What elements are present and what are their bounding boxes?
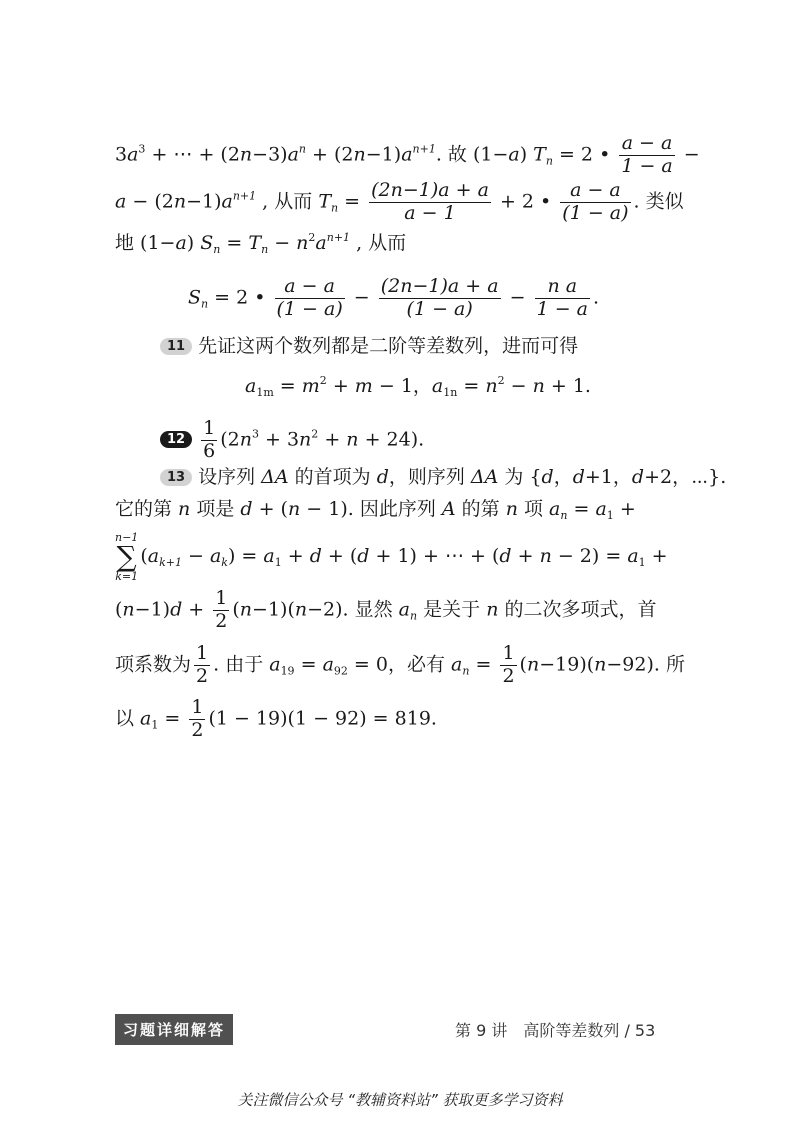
fraction: [369, 180, 491, 225]
var: a: [115, 190, 127, 213]
problem-13-line-1: [160, 468, 726, 487]
var: S: [188, 286, 202, 309]
sub: 1: [274, 556, 282, 569]
var: n: [539, 545, 552, 567]
sub: 1n: [443, 386, 458, 399]
denominator: 1 − a: [621, 154, 673, 177]
text: −19)(: [539, 653, 595, 676]
text: . 类似: [633, 190, 684, 213]
problem-13-line-5: [115, 643, 685, 688]
var: T: [248, 232, 262, 254]
text: −: [503, 286, 532, 309]
denominator: 2: [215, 609, 228, 632]
var: ΔA: [261, 466, 289, 488]
text: + (: [321, 545, 358, 567]
summation: [115, 532, 138, 582]
var: ΔA: [470, 466, 499, 488]
sup: 3: [251, 427, 259, 441]
text: 的第: [455, 498, 506, 520]
var: a: [127, 143, 139, 166]
var: a: [175, 232, 187, 254]
var: a: [398, 598, 410, 621]
text: −3): [252, 143, 288, 166]
fraction: [379, 276, 501, 321]
sup: 2: [497, 374, 505, 387]
denominator: 1 − a: [536, 297, 588, 320]
var: a: [322, 653, 334, 676]
text: ，: [553, 466, 573, 488]
problem-11-formula: [245, 375, 591, 398]
var: a: [263, 545, 275, 567]
var: d: [541, 466, 554, 488]
var: n: [532, 375, 545, 397]
var: d: [357, 545, 370, 567]
sub: n: [261, 243, 269, 256]
sub: n: [213, 243, 221, 256]
var: n: [505, 498, 518, 520]
numerator: 1: [203, 417, 216, 439]
var: n: [239, 143, 253, 166]
fraction: [194, 643, 210, 688]
sup: n+1: [326, 231, 351, 244]
text: 它的第: [115, 498, 179, 520]
problem-13-line-6: [115, 697, 437, 742]
numerator: (2n−1)a + a: [380, 275, 499, 297]
numerator: 1: [196, 642, 209, 664]
var: a: [508, 143, 520, 166]
solution-line-4: [188, 276, 599, 321]
var: a: [287, 143, 299, 166]
text: 项系数为: [115, 653, 192, 676]
text: +1，: [584, 466, 632, 488]
var: T: [318, 190, 331, 213]
var: a: [209, 545, 222, 567]
var: S: [200, 232, 214, 254]
text: 3: [115, 143, 128, 166]
text: ): [186, 232, 201, 254]
sup: n: [298, 142, 307, 156]
text: 项是: [190, 498, 241, 520]
var: d: [499, 545, 512, 567]
text: +: [182, 598, 211, 621]
text: + 1.: [544, 375, 591, 397]
var: d: [240, 498, 253, 520]
var: a: [549, 498, 561, 520]
var: d: [170, 598, 183, 621]
sup: 2: [319, 374, 327, 387]
numerator: 1: [215, 587, 228, 609]
denominator: 2: [191, 718, 204, 741]
denominator: a − 1: [404, 201, 456, 224]
sub: 1: [606, 509, 614, 522]
text: +: [645, 545, 668, 567]
text: (: [519, 653, 527, 676]
var: a: [401, 143, 413, 166]
text: 先证这两个数列都是二阶等差数列，进而可得: [198, 335, 579, 357]
text: − (2: [126, 190, 174, 213]
fraction: [213, 588, 229, 633]
var: n: [353, 143, 366, 166]
denominator: 2: [196, 664, 209, 687]
text: −1)(: [252, 598, 295, 621]
text: ) =: [227, 545, 264, 567]
text: =: [294, 653, 323, 676]
sub: n: [410, 609, 418, 623]
text: =: [567, 498, 596, 520]
sup: 3: [138, 142, 146, 156]
fraction: [535, 276, 590, 321]
numerator: (2n−1)a + a: [371, 179, 489, 201]
problem-number-badge: 11: [160, 338, 192, 355]
sup: 2: [308, 231, 316, 244]
text: +: [318, 428, 347, 451]
text: , 从而: [256, 190, 319, 213]
text: −: [677, 143, 700, 166]
watermark-note: 关注微信公众号 “教辅资料站” 获取更多学习资料: [237, 1091, 563, 1109]
solution-line-2: [115, 180, 684, 225]
sup: 2: [311, 427, 319, 441]
sub: n: [545, 154, 553, 168]
text: 的二次多项式，首: [498, 598, 657, 621]
numerator: n a: [535, 276, 590, 299]
numerator: a − a: [619, 133, 674, 156]
solution-line-1: [115, 133, 700, 178]
text: (2: [220, 428, 240, 451]
text: 是关于: [417, 598, 487, 621]
text: +: [613, 498, 636, 520]
problem-number-badge: 13: [160, 469, 192, 486]
text: .: [593, 286, 600, 309]
text: = 2 •: [552, 143, 617, 166]
text: = 0，必有: [347, 653, 452, 676]
text: + ⋯ + (2: [145, 143, 240, 166]
text: + 1) + ⋯ + (: [369, 545, 500, 567]
var: a: [140, 707, 152, 730]
text: −1): [186, 190, 222, 213]
sub: 1: [638, 556, 646, 569]
sup: n+1: [412, 142, 436, 156]
text: + 24).: [358, 428, 425, 451]
var: n: [296, 232, 309, 254]
var: a: [315, 232, 327, 254]
sub: 1m: [256, 386, 274, 399]
text: =: [469, 653, 498, 676]
var: n: [594, 653, 607, 676]
sub: n: [560, 509, 568, 522]
problem-12-answer: [160, 418, 424, 463]
text: (: [140, 545, 148, 567]
denominator: (1 − a): [562, 201, 629, 224]
text: −: [504, 375, 533, 397]
sub: n: [201, 297, 209, 311]
text: +: [326, 375, 355, 397]
text: 以: [115, 707, 141, 730]
text: −: [268, 232, 297, 254]
var: d: [631, 466, 645, 488]
var: d: [572, 466, 585, 488]
numerator: 1: [502, 642, 515, 664]
var: n: [173, 190, 187, 213]
text: −: [347, 286, 376, 309]
text: −: [181, 545, 210, 567]
text: −1): [365, 143, 402, 166]
text: −1): [134, 598, 171, 621]
solution-line-3: [115, 232, 406, 255]
sub: 92: [333, 664, 348, 678]
text: . 故 (1−: [435, 143, 509, 166]
problem-13-line-2: [115, 500, 636, 521]
problem-number-badge: 12: [160, 431, 192, 448]
var: a: [269, 653, 281, 676]
denominator: 2: [502, 664, 515, 687]
denominator: (1 − a): [276, 297, 343, 320]
text: 为 {: [498, 466, 542, 488]
sub: 1: [151, 718, 159, 732]
sub: k+1: [159, 556, 182, 569]
var: m: [354, 375, 373, 397]
fraction: [619, 133, 674, 178]
text: −2). 显然: [307, 598, 399, 621]
text: 地 (1−: [115, 232, 176, 254]
numerator: a − a: [560, 180, 630, 203]
text: −92). 所: [606, 653, 685, 676]
var: a: [627, 545, 639, 567]
var: a: [221, 190, 233, 213]
text: + (: [252, 498, 288, 520]
text: + (2: [306, 143, 354, 166]
var: n: [239, 428, 252, 451]
var: a: [431, 375, 444, 397]
text: (: [115, 598, 123, 621]
var: a: [595, 498, 607, 520]
var: d: [309, 545, 322, 567]
denominator: (1 − a): [406, 297, 473, 320]
running-footer: 第 9 讲 高阶等差数列 / 53: [455, 1021, 656, 1040]
text: − 1). 因此序列: [300, 498, 442, 520]
numerator: a − a: [275, 276, 345, 299]
sigma-symbol: ∑: [116, 540, 137, 573]
text: + 2 •: [493, 190, 558, 213]
problem-11-text: [160, 337, 578, 356]
text: = 2 •: [208, 286, 272, 309]
var: n: [486, 598, 499, 621]
var: a: [147, 545, 160, 567]
var: m: [301, 375, 320, 397]
text: =: [273, 375, 302, 397]
text: =: [457, 375, 486, 397]
text: (: [232, 598, 240, 621]
denominator: 6: [203, 439, 216, 462]
fraction: [275, 276, 345, 321]
text: 的首项为: [288, 466, 377, 488]
var: A: [441, 498, 456, 520]
problem-13-line-3: [115, 532, 668, 582]
sup: n+1: [232, 189, 257, 203]
text: . 由于: [213, 653, 270, 676]
fraction: [500, 643, 516, 688]
var: n: [294, 598, 308, 621]
var: d: [376, 466, 389, 488]
text: − 2) =: [551, 545, 628, 567]
text: +2，⋯}.: [644, 466, 727, 488]
text: + 3: [258, 428, 300, 451]
text: 项: [517, 498, 550, 520]
text: − 1，: [372, 375, 432, 397]
var: a: [245, 375, 257, 397]
text: (1 − 19)(1 − 92) = 819.: [208, 707, 437, 730]
sub: n: [462, 664, 470, 678]
var: a: [451, 653, 463, 676]
fraction: [201, 418, 217, 463]
text: +: [511, 545, 540, 567]
sub: n: [331, 201, 339, 215]
fraction: [560, 180, 630, 225]
var: n: [122, 598, 135, 621]
sub: 19: [280, 664, 295, 678]
text: =: [338, 190, 367, 213]
var: n: [287, 498, 301, 520]
text: =: [158, 707, 187, 730]
problem-13-line-4: [115, 588, 656, 633]
var: n: [526, 653, 540, 676]
section-label: 习题详细解答: [115, 1014, 233, 1045]
text: 设序列: [198, 466, 262, 488]
sigma-upper: n−1: [115, 531, 139, 544]
var: n: [485, 375, 498, 397]
fraction: [189, 697, 205, 742]
var: n: [239, 598, 253, 621]
text: =: [220, 232, 249, 254]
sub: k: [221, 556, 228, 569]
text: , 从而: [350, 232, 407, 254]
sigma-lower: k=1: [115, 570, 139, 583]
var: n: [299, 428, 312, 451]
var: n: [178, 498, 191, 520]
text: ): [519, 143, 534, 166]
text: +: [281, 545, 310, 567]
var: T: [533, 143, 546, 166]
var: n: [346, 428, 359, 451]
numerator: 1: [191, 696, 204, 718]
text: ，则序列: [388, 466, 471, 488]
